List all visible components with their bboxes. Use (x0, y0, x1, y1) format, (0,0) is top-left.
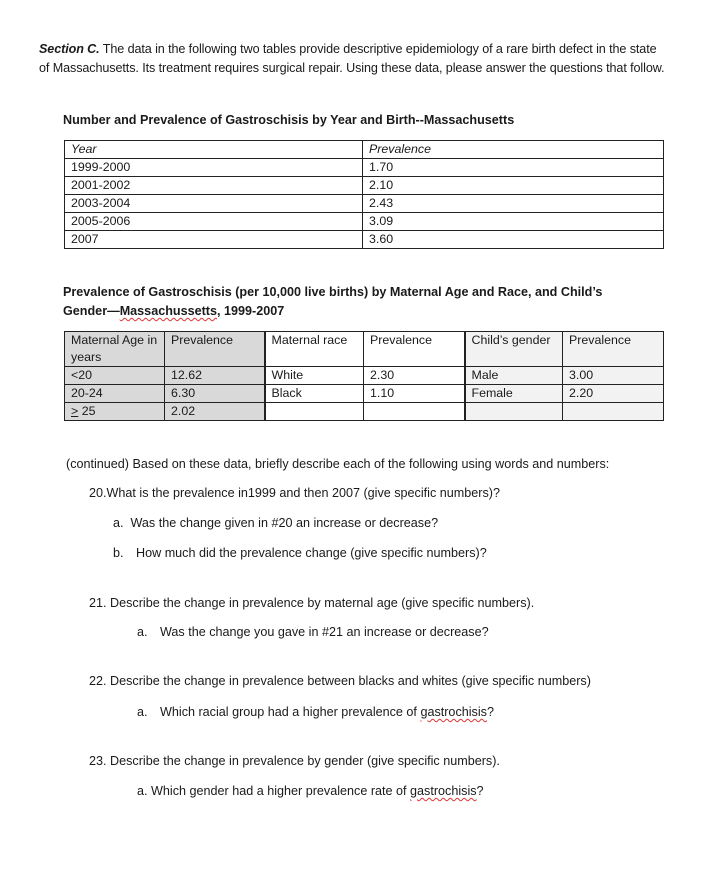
table-row (65, 403, 664, 421)
list-marker: a. (137, 705, 148, 719)
section-label: Section C. (39, 42, 100, 56)
race-prevalence-cell (364, 403, 465, 421)
question-text-part: ? (486, 705, 494, 719)
question-text (160, 703, 494, 722)
table2-caption-line2 (63, 302, 602, 321)
question-text-part: Which racial group had a higher prevalence of (160, 705, 421, 719)
intro-paragraph (39, 40, 669, 78)
table1-caption: Number and Prevalence of Gastroschisis by Year and Birth--Massachusetts (63, 113, 515, 127)
prevalence-by-demographics-table (64, 331, 664, 421)
race-prevalence-cell: 2.30 (364, 367, 465, 385)
age-value: 25 (78, 404, 96, 418)
table2-caption (63, 283, 602, 321)
table-row (65, 195, 664, 213)
questions-intro: (continued) Based on these data, briefly describe each of the following using words and numbers: (66, 457, 610, 471)
header-gender-prevalence: Prevalence (563, 332, 664, 367)
question-21a (137, 623, 489, 642)
question-20: 20.What is the prevalence in1999 and then 2007 (give specific numbers)? (89, 486, 500, 500)
table-row (65, 367, 664, 385)
header-maternal-age: Maternal Age in years (65, 332, 165, 367)
table-header-row (65, 141, 664, 159)
race-cell: Black (265, 385, 364, 403)
age-prevalence-cell: 12.62 (165, 367, 265, 385)
header-year: Year (65, 141, 363, 159)
year-cell: 1999-2000 (65, 159, 363, 177)
header-age-prevalence: Prevalence (165, 332, 265, 367)
question-20b (113, 544, 487, 563)
race-prevalence-cell: 1.10 (364, 385, 465, 403)
year-cell: 2003-2004 (65, 195, 363, 213)
question-22a (137, 703, 494, 722)
gender-prevalence-cell: 2.20 (563, 385, 664, 403)
spellcheck-word: gastrochisis (420, 705, 487, 719)
table-header-row (65, 332, 664, 367)
age-cell: <20 (65, 367, 165, 385)
question-23a (137, 782, 484, 801)
question-21: 21. Describe the change in prevalence by maternal age (give specific numbers). (89, 596, 535, 610)
age-prevalence-cell: 2.02 (165, 403, 265, 421)
age-cell (65, 403, 165, 421)
prevalence-cell: 2.10 (363, 177, 664, 195)
table-row (65, 177, 664, 195)
question-text: How much did the prevalence change (give specific numbers)? (136, 546, 487, 560)
caption-gender-text: Gender— (63, 304, 120, 318)
race-cell: White (265, 367, 364, 385)
age-prevalence-cell: 6.30 (165, 385, 265, 403)
header-race-prevalence: Prevalence (364, 332, 465, 367)
table-row (65, 213, 664, 231)
caption-years-text: , 1999-2007 (217, 304, 285, 318)
prevalence-by-year-table (64, 140, 664, 249)
year-cell: 2001-2002 (65, 177, 363, 195)
spellcheck-word: Massachussetts (119, 304, 217, 318)
table-row (65, 385, 664, 403)
prevalence-cell: 1.70 (363, 159, 664, 177)
prevalence-cell: 3.09 (363, 213, 664, 231)
intro-text: The data in the following two tables provide descriptive epidemiology of a rare birth defect in the state of Massachusetts. Its treatment requires surgical repair. Using these data, please answer the questions that follow. (39, 42, 665, 75)
spellcheck-word: gastrochisis (410, 784, 477, 798)
gender-cell: Female (465, 385, 563, 403)
list-marker: b. (113, 546, 124, 560)
gender-cell (465, 403, 563, 421)
prevalence-cell: 2.43 (363, 195, 664, 213)
table2-caption-line1: Prevalence of Gastroschisis (per 10,000 live births) by Maternal Age and Race, and Child’s (63, 285, 603, 299)
question-20a: a. Was the change given in #20 an increase or decrease? (113, 516, 439, 530)
question-22: 22. Describe the change in prevalence between blacks and whites (give specific numbers) (89, 674, 591, 688)
gender-prevalence-cell: 3.00 (563, 367, 664, 385)
question-text: Was the change you gave in #21 an increase or decrease? (160, 625, 489, 639)
greater-equal-symbol: > (71, 404, 79, 418)
age-cell: 20-24 (65, 385, 165, 403)
table-row (65, 159, 664, 177)
year-cell: 2005-2006 (65, 213, 363, 231)
question-text-part: a. Which gender had a higher prevalence rate of (137, 784, 411, 798)
question-23: 23. Describe the change in prevalence by gender (give specific numbers). (89, 754, 500, 768)
question-text-part: ? (476, 784, 484, 798)
gender-prevalence-cell (563, 403, 664, 421)
prevalence-cell: 3.60 (363, 231, 664, 249)
header-child-gender: Child’s gender (465, 332, 563, 367)
list-marker: a. (137, 625, 148, 639)
header-prevalence: Prevalence (363, 141, 664, 159)
gender-cell: Male (465, 367, 563, 385)
race-cell (265, 403, 364, 421)
year-cell: 2007 (65, 231, 363, 249)
table-row (65, 231, 664, 249)
header-maternal-race: Maternal race (265, 332, 364, 367)
